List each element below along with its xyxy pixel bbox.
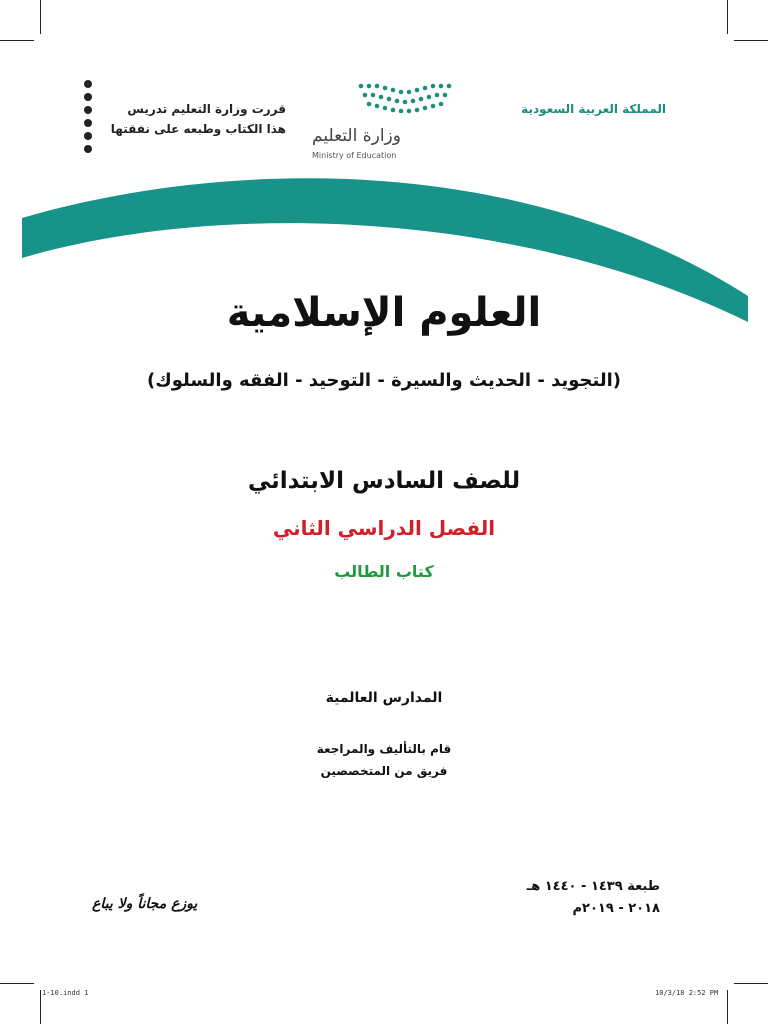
edition-info — [470, 876, 660, 920]
crop-mark-bottom-right-h — [734, 983, 768, 984]
semester-label: الفصل الدراسي الثاني — [272, 516, 496, 540]
crop-mark-top-right-h — [734, 40, 768, 41]
crop-mark-bottom-left-v — [40, 990, 41, 1024]
authorship-credit — [0, 738, 768, 782]
ministry-dots-logo-icon — [355, 80, 455, 120]
authors-line-1: قام بالتأليف والمراجعة — [316, 742, 452, 756]
book-subtitle: (التجويد - الحديث والسيرة - التوحيد - الفقه والسلوك) — [146, 370, 621, 391]
approval-line-1: قررت وزارة التعليم تدريس — [127, 102, 286, 116]
crop-mark-bottom-right-v — [727, 990, 728, 1024]
book-type-label: كتاب الطالب — [334, 562, 434, 581]
approval-line-2: هذا الكتاب وطبعه على نفقتها — [110, 122, 286, 136]
kingdom-label: المملكة العربية السعودية — [521, 102, 666, 116]
slug-timestamp: 10/3/18 2:52 PM — [655, 989, 719, 997]
authors-line-2: فريق من المتخصصين — [320, 764, 448, 778]
crop-mark-top-left-v — [40, 0, 41, 34]
book-title: العلوم الإسلامية — [226, 290, 542, 336]
free-distribution-note: يوزع مجاناً ولا يباع — [92, 896, 198, 912]
crop-mark-bottom-left-h — [0, 983, 34, 984]
approval-statement — [96, 99, 286, 139]
ministry-name-arabic: وزارة التعليم — [312, 126, 401, 146]
publisher-name: المدارس العالمية — [325, 690, 443, 706]
edition-hijri: طبعة ١٤٣٩ - ١٤٤٠ هـ — [526, 879, 660, 894]
crop-mark-top-left-h — [0, 40, 34, 41]
slug-filename: 1-10.indd 1 — [42, 989, 89, 997]
ministry-name-english: Ministry of Education — [312, 151, 397, 160]
edition-gregorian: ٢٠١٨ - ٢٠١٩م — [572, 901, 660, 916]
registration-dots-icon — [84, 80, 94, 158]
grade-level: للصف السادس الابتدائي — [247, 468, 521, 494]
crop-mark-top-right-v — [727, 0, 728, 34]
